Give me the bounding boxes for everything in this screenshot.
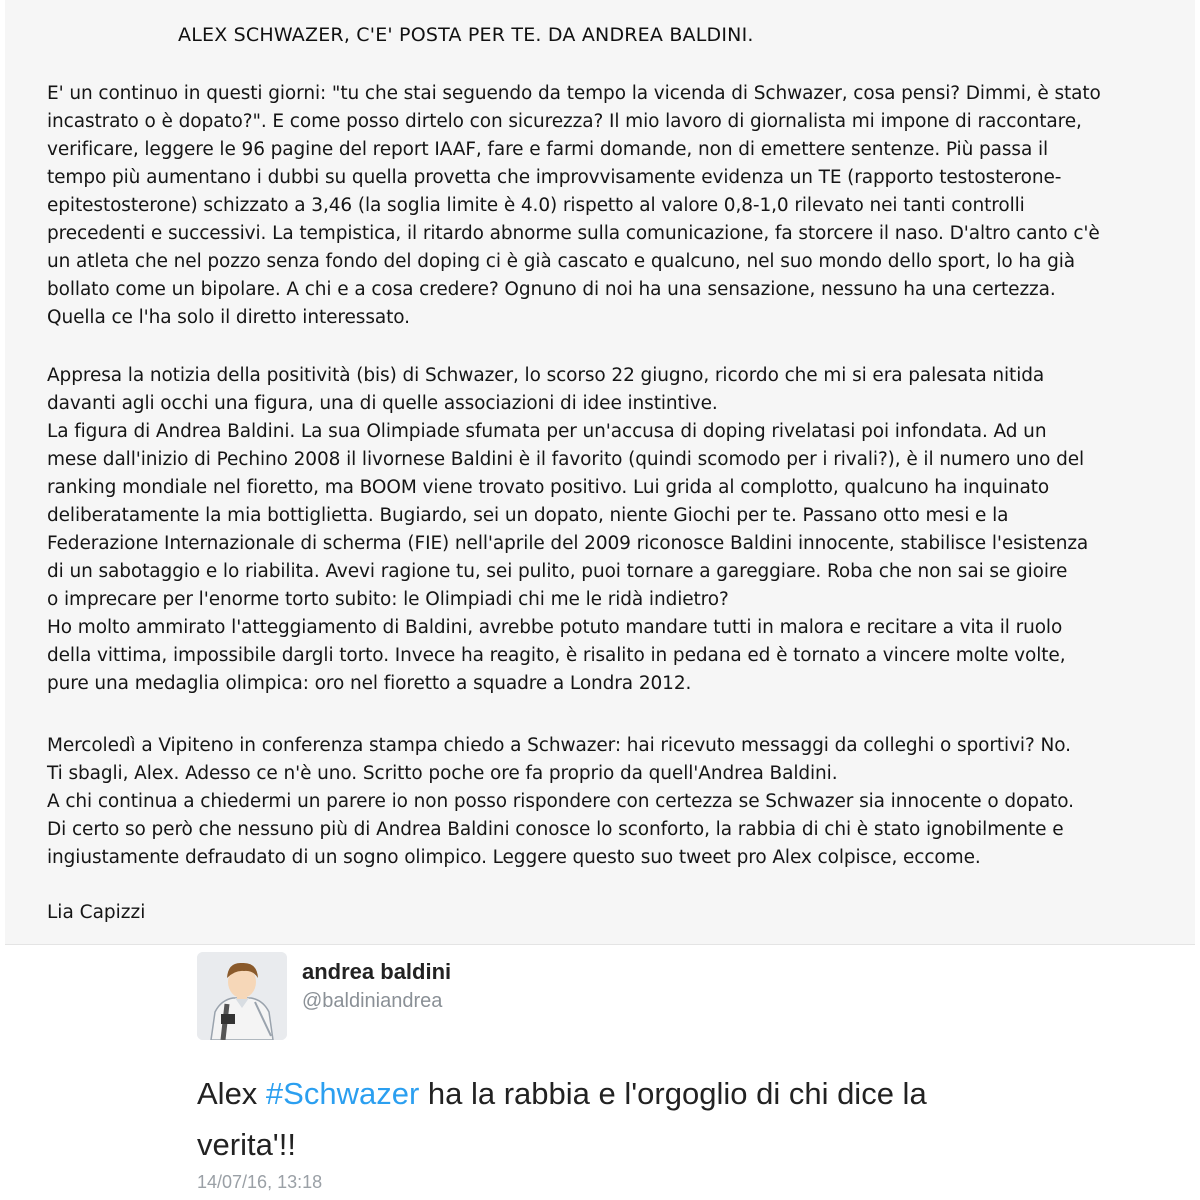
paragraph-line: un atleta che nel pozzo senza fondo del doping ci è già cascato e qualcuno, nel suo mondo dello sport, lo ha già bbox=[47, 251, 1075, 272]
article-title: ALEX SCHWAZER, C'E' POSTA PER TE. DA ANDREA BALDINI. bbox=[178, 24, 754, 46]
paragraph-line: pure una medaglia olimpica: oro nel fioretto a squadre a Londra 2012. bbox=[47, 673, 692, 694]
paragraph-line: ranking mondiale nel fioretto, ma BOOM viene trovato positivo. Lui grida al complotto, qualcuno ha inquinato bbox=[47, 477, 1050, 498]
fencer-avatar-icon bbox=[197, 952, 287, 1040]
paragraph-line: verificare, leggere le 96 pagine del report IAAF, fare e farmi domande, non di emettere sentenze. Più passa il bbox=[47, 139, 1049, 160]
paragraph-line: bollato come un bipolare. A chi e a cosa credere? Ognuno di noi ha una sensazione, nessuno ha una certezza. bbox=[47, 279, 1056, 300]
paragraph-line: mese dall'inizio di Pechino 2008 il livornese Baldini è il favorito (quindi scomodo per i rivali?), è il numero uno del bbox=[47, 449, 1085, 470]
paragraph-line: Mercoledì a Vipiteno in conferenza stampa chiedo a Schwazer: hai ricevuto messaggi da colleghi o sportivi? No. bbox=[47, 735, 1071, 756]
paragraph-line: precedenti e successivi. La tempistica, il ritardo abnorme sulla comunicazione, fa storcere il naso. D'altro canto c'è bbox=[47, 223, 1100, 244]
paragraph-line: Ho molto ammirato l'atteggiamento di Baldini, avrebbe potuto mandare tutti in malora e recitare a vita il ruolo bbox=[47, 617, 1063, 638]
paragraph-1 bbox=[47, 80, 1167, 332]
paragraph-2 bbox=[47, 362, 1167, 698]
article-signature: Lia Capizzi bbox=[47, 902, 146, 923]
paragraph-line: Federazione Internazionale di scherma (FIE) nell'aprile del 2009 riconosce Baldini innocente, stabilisce l'esistenza bbox=[47, 533, 1089, 554]
paragraph-line: ingiustamente defraudato di un sogno olimpico. Leggere questo suo tweet pro Alex colpisce, eccome. bbox=[47, 847, 981, 868]
paragraph-3 bbox=[47, 732, 1167, 872]
paragraph-line: La figura di Andrea Baldini. La sua Olimpiade sfumata per un'accusa di doping rivelatasi poi infondata. Ad un bbox=[47, 421, 1047, 442]
tweet-text-suffix: ha la rabbia e l'orgoglio di chi dice la verita'!! bbox=[197, 1076, 927, 1162]
paragraph-line: Quella ce l'ha solo il diretto interessato. bbox=[47, 307, 410, 328]
tweet-text-prefix: Alex bbox=[197, 1076, 266, 1111]
paragraph-line: davanti agli occhi una figura, una di quelle associazioni di idee instintive. bbox=[47, 393, 718, 414]
paragraph-line: E' un continuo in questi giorni: "tu che stai seguendo da tempo la vicenda di Schwazer, cosa pensi? Dimmi, è stato bbox=[47, 83, 1101, 104]
paragraph-line: della vittima, impossibile dargli torto. Invece ha reagito, è risalito in pedana ed è tornato a vincere molte volte, bbox=[47, 645, 1066, 666]
paragraph-line: Appresa la notizia della positività (bis) di Schwazer, lo scorso 22 giugno, ricordo che mi si era palesata nitida bbox=[47, 365, 1045, 386]
hashtag-link[interactable]: #Schwazer bbox=[265, 1076, 420, 1111]
article-note bbox=[5, 0, 1195, 945]
paragraph-line: di un sabotaggio e lo riabilita. Avevi ragione tu, sei pulito, puoi tornare a gareggiare. Roba che non sai se gioire bbox=[47, 561, 1068, 582]
avatar[interactable] bbox=[197, 952, 287, 1040]
paragraph-line: tempo più aumentano i dubbi su quella provetta che improvvisamente evidenza un TE (rapporto testosterone- bbox=[47, 167, 1062, 188]
paragraph-line: deliberatamente la mia bottiglietta. Bugiardo, sei un dopato, niente Giochi per te. Passano otto mesi e la bbox=[47, 505, 1009, 526]
tweet-handle[interactable]: @baldiniandrea bbox=[302, 990, 443, 1012]
tweet-card[interactable] bbox=[0, 945, 1200, 1200]
tweet-display-name[interactable]: andrea baldini bbox=[302, 959, 452, 984]
paragraph-line: A chi continua a chiedermi un parere io non posso rispondere con certezza se Schwazer sia innocente o dopato. bbox=[47, 791, 1074, 812]
tweet-text bbox=[197, 1068, 1017, 1170]
paragraph-line: incastrato o è dopato?". E come posso dirtelo con sicurezza? Il mio lavoro di giornalista mi impone di raccontare, bbox=[47, 111, 1082, 132]
paragraph-line: epitestosterone) schizzato a 3,46 (la soglia limite è 4.0) rispetto al valore 0,8-1,0 rilevato nei tanti controlli bbox=[47, 195, 1025, 216]
paragraph-line: o imprecare per l'enorme torto subito: le Olimpiadi chi me le ridà indietro? bbox=[47, 589, 729, 610]
tweet-timestamp[interactable]: 14/07/16, 13:18 bbox=[197, 1172, 323, 1192]
paragraph-line: Ti sbagli, Alex. Adesso ce n'è uno. Scritto poche ore fa proprio da quell'Andrea Baldini. bbox=[47, 763, 838, 784]
paragraph-line: Di certo so però che nessuno più di Andrea Baldini conosce lo sconforto, la rabbia di chi è stato ignobilmente e bbox=[47, 819, 1064, 840]
